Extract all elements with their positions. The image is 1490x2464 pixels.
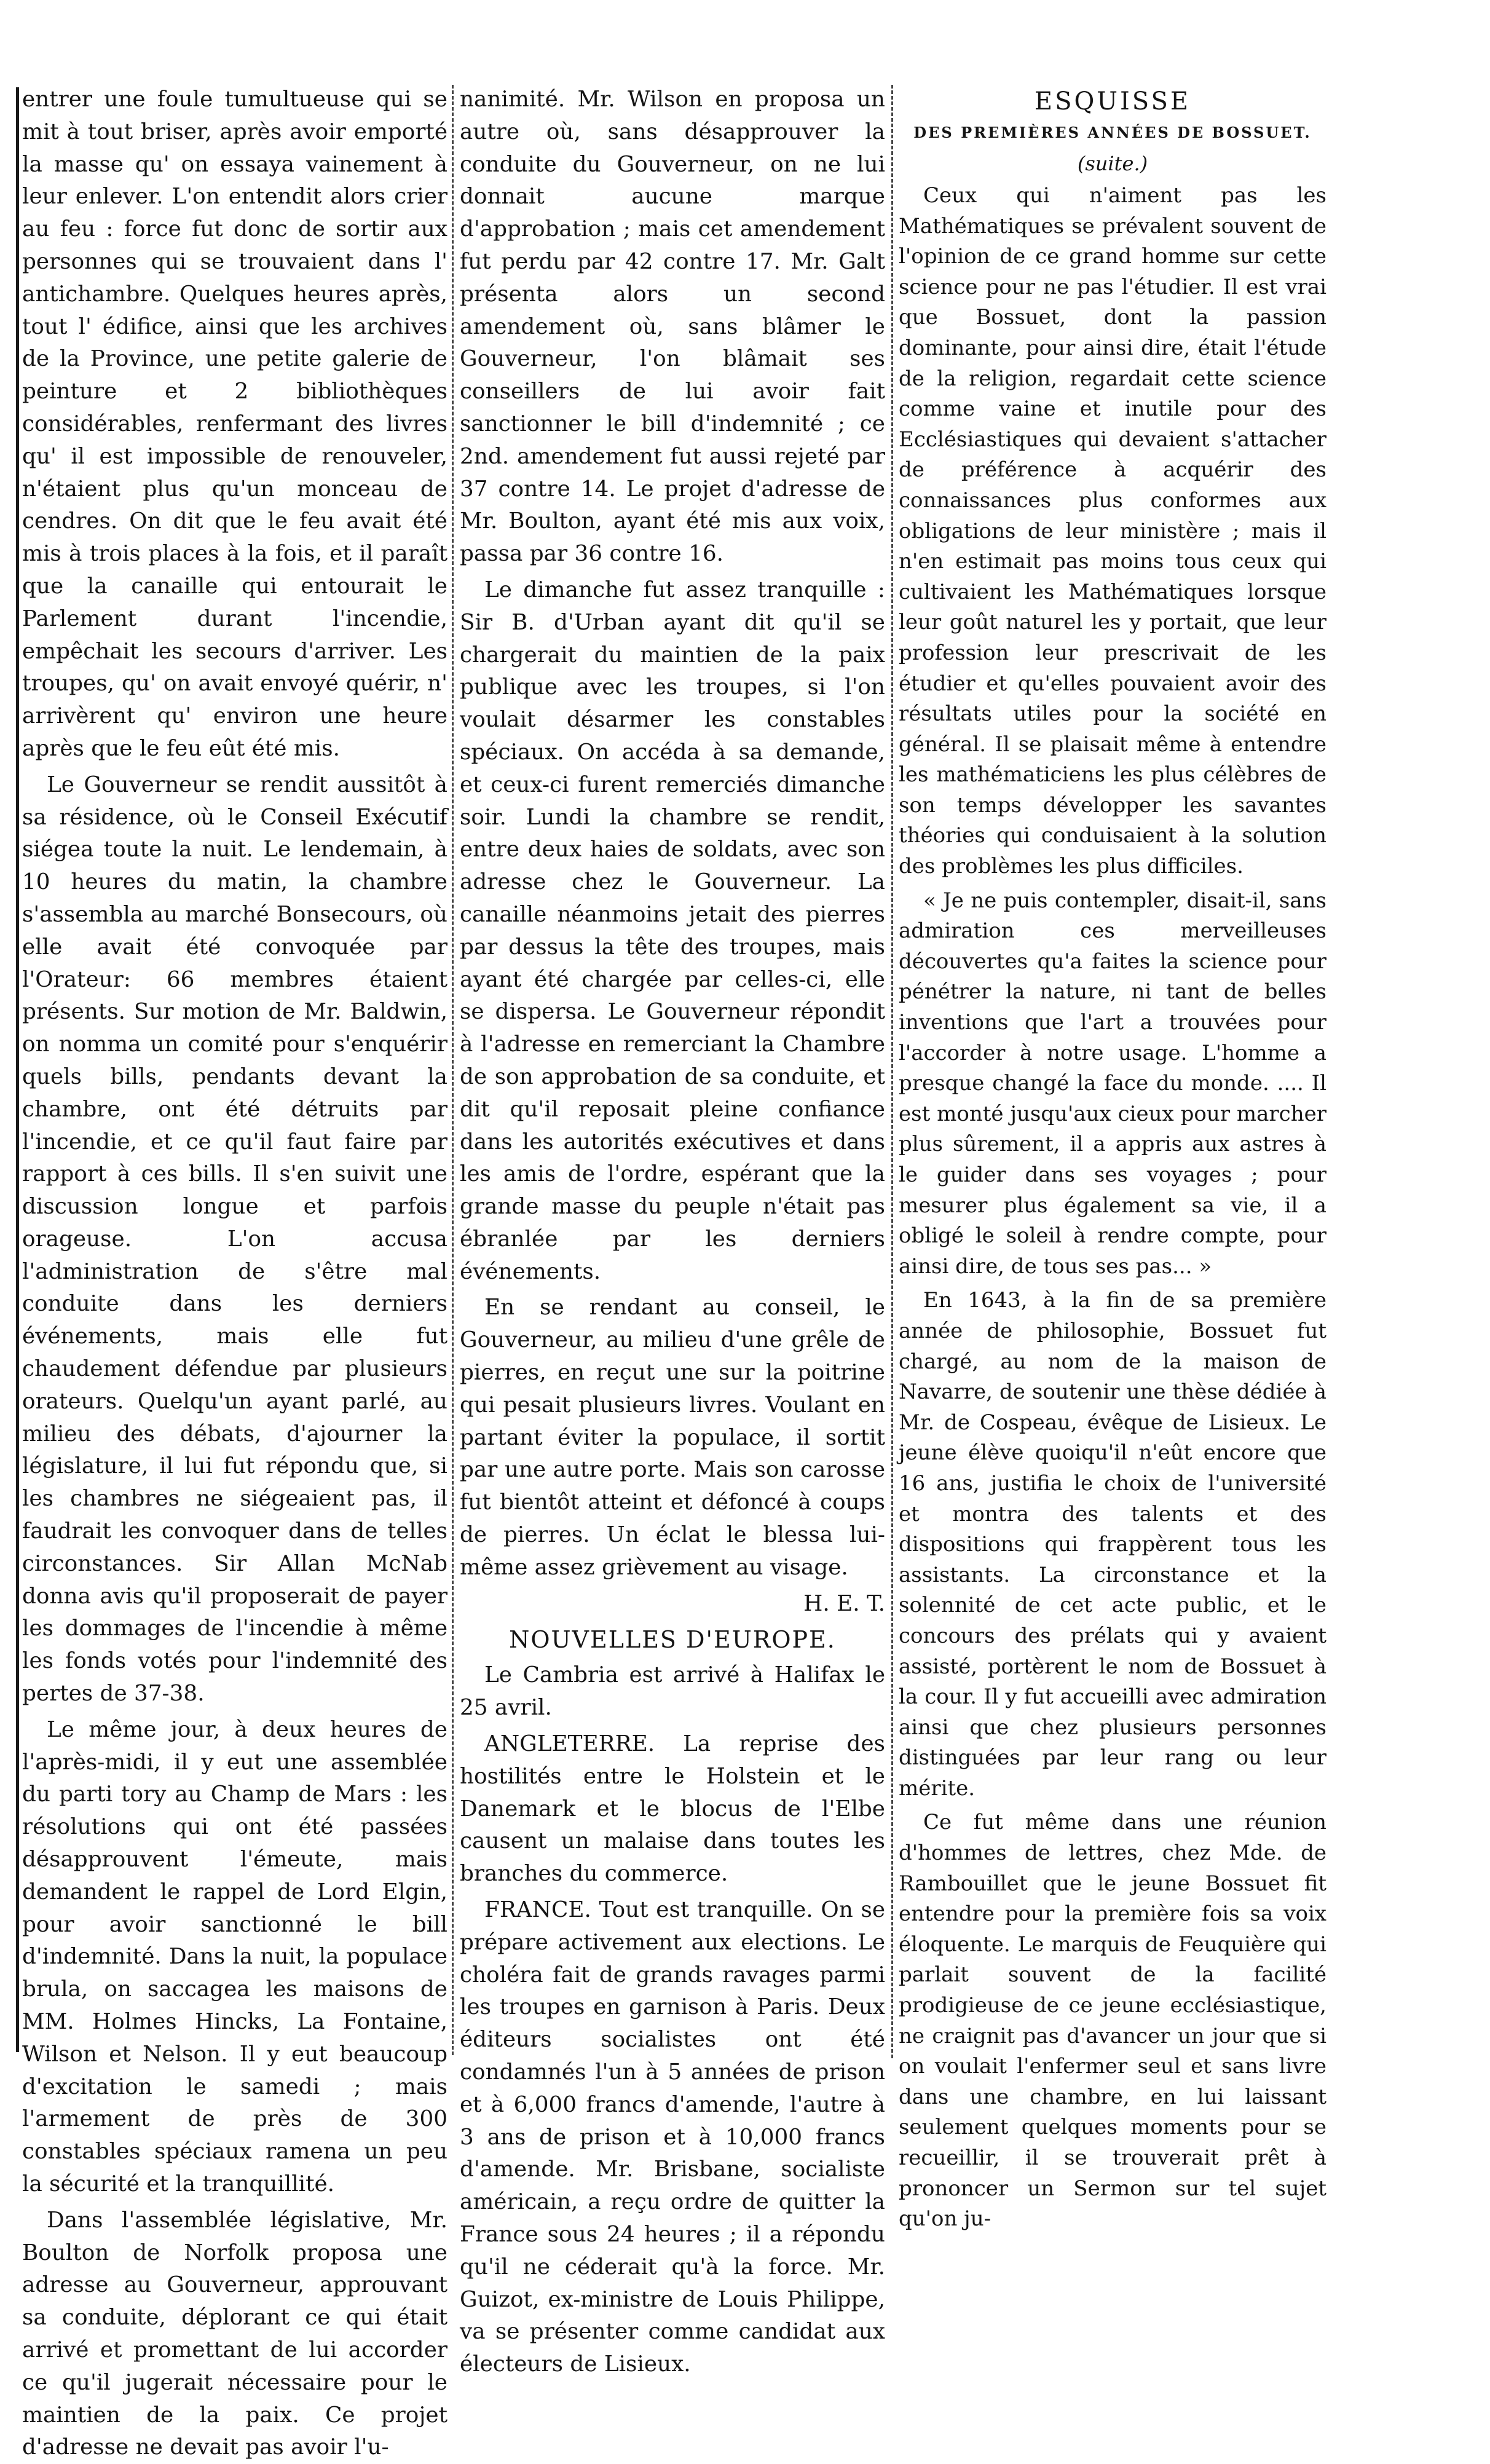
article-paragraph: Le même jour, à deux heures de l'après-midi, il y eut une assemblée du parti tory au Champ de Mars : les résolutions qui ont été passées désapprouvent l'émeute, mais demandent le rappel de Lord Elgin, pour avoir sanctionné le bill d'indemnité. Dans la nuit, la populace brula, on saccagea les maisons de MM. Holmes Hincks, La Fontaine, Wilson et Nelson. Il y eut beaucoup d'excitation le samedi ; mais l'armement de près de 300 constables spéciaux ramena un peu la sécurité et la tranquillité. bbox=[22, 1716, 447, 2197]
article-paragraph: Le Gouverneur se rendit aussitôt à sa résidence, où le Conseil Exécutif siégea toute la nuit. Le lendemain, à 10 heures du matin, la chambre s'assembla au marché Bonsecours, où elle avait été convoquée par l'Orateur: 66 membres étaient présents. Sur motion de Mr. Baldwin, on nomma un comité pour s'enquérir quels bills, pendants devant la chambre, ont été détruits par l'incendie, et ce qu'il faut faire par rapport à ces bills. Il s'en suivit une discussion longue et parfois orageuse. L'on accusa l'administration de s'être mal conduite dans les derniers événements, mais elle fut chaudement défendue par plusieurs orateurs. Quelqu'un ayant parlé, au milieu des débats, d'ajourner la législature, il lui fut répondu que, si les chambres ne siégeaient pas, il faudrait les convoquer dans de telles circonstances. Sir Allan McNab donna avis qu'il proposerait de payer les dommages de l'incendie à même les fonds votés pour l'indemnité des pertes de 37-38. bbox=[22, 772, 447, 1707]
article-continued: (suite.) bbox=[1077, 152, 1148, 175]
article-paragraph: nanimité. Mr. Wilson en proposa un autre où, sans désapprouver la conduite du Gouverneur, on ne lui donnait aucune marque d'approbation ; mais cet amendement fut perdu par 42 contre 17. Mr. Galt présenta alors un second amendement où, sans blâmer le Gouverneur, l'on blâmait ses conseillers de lui avoir fait sanctionner le bill d'indemnité ; ce 2nd. amendement fut aussi rejeté par 37 contre 14. Le projet d'adresse de Mr. Boulton, ayant été mis aux voix, passa par 36 contre 16. bbox=[460, 87, 885, 567]
signature-line bbox=[460, 1588, 885, 1621]
left-margin-rule bbox=[16, 87, 19, 2052]
article-paragraph: En se rendant au conseil, le Gouverneur, au milieu d'une grêle de pierres, en reçut une sur la poitrine qui pesait plusieurs livres. Voulant en partant éviter la populace, il sortit par une autre porte. Mais son carosse fut bientôt atteint et défoncé à coups de pierres. Un éclat le blessa lui-même assez grièvement au visage. bbox=[460, 1295, 885, 1580]
article-paragraph: Ceux qui n'aiment pas les Mathématiques se prévalent souvent de l'opinion de ce grand homme sur cette science pour ne pas l'étudier. Il est vrai que Bossuet, dont la passion dominante, pour ainsi dire, était l'étude de la religion, regardait cette science comme vaine et inutile pour des Ecclésiastiques qui devaient s'attacher de préférence à acquérir des connaissances plus conformes aux obligations de leur ministère ; mais il n'en estimait pas moins tous ceux qui cultivaient les Mathématiques lorsque leur goût naturel les y portait, que leur profession leur prescrivait de les étudier et qu'elles pouvaient avoir des résultats utiles pour la société en général. Il se plaisait même à entendre les mathématiciens les plus célèbres de son temps développer les savantes théories qui conduisaient à la solution des problèmes les plus difficiles. bbox=[899, 183, 1326, 879]
article-paragraph: Ce fut même dans une réunion d'hommes de lettres, chez Mde. de Rambouillet que le jeune Bossuet fit entendre pour la première fois sa voix éloquente. Le marquis de Feuquière qui parlait souvent de la facilité prodigieuse de ce jeune ecclésiastique, ne craignit pas d'avancer un jour que si on voulait l'enfermer seul et sans livre dans une chambre, en lui laissant seulement quelques moments pour se recueillir, il se trouverait prêt à prononcer un Sermon sur tel sujet qu'on ju- bbox=[899, 1810, 1326, 2232]
news-paragraph: FRANCE. Tout est tranquille. On se prépare activement aux elections. Le choléra fait de grands ravages parmi les troupes en garnison à Paris. Deux éditeurs socialistes ont été condamnés l'un à 5 années de prison et à 6,000 francs d'amende, l'autre à 3 ans de prison et à 10,000 francs d'amende. Mr. Brisbane, socialiste américain, a reçu ordre de quitter la France sous 24 heures ; il a répondu qu'il ne céderait qu'à la force. Mr. Guizot, ex-ministre de Louis Philippe, va se présenter comme candidat aux électeurs de Lisieux. bbox=[460, 1897, 885, 2377]
article-heading bbox=[899, 84, 1326, 181]
article-paragraph: « Je ne puis contempler, disait-il, sans admiration ces merveilleuses découvertes qu'a faites la science pour pénétrer la nature, ni tant de belles inventions que l'art a trouvées pour l'accorder à notre usage. L'homme a presque changé la face du monde. .... Il est monté jusqu'aux cieux pour marcher plus sûrement, il a appris aux astres à le guider dans ses voyages ; pour mesurer plus également sa vie, il a obligé le soleil à rendre compte, pour ainsi dire, de tous ses pas... » bbox=[899, 888, 1326, 1279]
news-paragraph: Le Cambria est arrivé à Halifax le 25 avril. bbox=[460, 1662, 885, 1721]
article-paragraph: Dans l'assemblée législative, Mr. Boulton de Norfolk proposa une adresse au Gouverneur, approuvant sa conduite, déplorant ce qui était arrivé et promettant de lui accorder ce qu'il jugerait nécessaire pour le maintien de la paix. Ce projet d'adresse ne devait pas avoir l'u- bbox=[22, 2207, 447, 2460]
column-divider bbox=[891, 85, 895, 2058]
article-paragraph: entrer une foule tumultueuse qui se mit à tout briser, après avoir emporté la masse qu' on essaya vainement à leur enlever. L'on entendit alors crier au feu : force fut donc de sortir aux personnes qui se trouvaient dans l' antichambre. Quelques heures après, tout l' édifice, ainsi que les archives de la Province, une petite galerie de peinture et 2 bibliothèques considérables, renfermant des livres qu' il est impossible de renouveler, n'étaient plus qu'un monceau de cendres. On dit que le feu avait été mis à trois places à la fois, et il paraît que la canaille qui entourait le Parlement durant l'incendie, empêchait les secours d'arriver. Les troupes, qu' on avait envoyé quérir, n' arrivèrent qu' environ une heure après que le feu eût été mis. bbox=[22, 87, 447, 761]
article-subtitle: DES PREMIÈRES ANNÉES DE BOSSUET. bbox=[913, 124, 1312, 141]
article-paragraph: Le dimanche fut assez tranquille : Sir B. d'Urban ayant dit qu'il se chargerait du maintien de la paix publique avec les troupes, si l'on voulait désarmer les constables spéciaux. On accéda à sa demande, et ceux-ci furent remerciés dimanche soir. Lundi la chambre se rendit, entre deux haies de soldats, avec son adresse chez le Gouverneur. La canaille néanmoins jetait des pierres par dessus la tête des troupes, mais ayant été chargée par celles-ci, elle se dispersa. Le Gouverneur répondit à l'adresse en remerciant la Chambre de son approbation de sa conduite, et dit qu'il reposait pleine confiance dans les autorités exécutives et dans les amis de l'ordre, espérant que la grande masse du peuple n'était pas ébranlée par les derniers événements. bbox=[460, 577, 885, 1284]
column-3 bbox=[899, 84, 1326, 2235]
article-paragraph: En 1643, à la fin de sa première année de philosophie, Bossuet fut chargé, au nom de la maison de Navarre, de soutenir une thèse dédiée à Mr. de Cospeau, évêque de Lisieux. Le jeune élève quoiqu'il n'eût encore que 16 ans, justifia le choix de l'université et montra des talents et des dispositions qui frappèrent tous les assistants. La circonstance et la solennité de cet acte public, et le concours des prélats qui y avaient assisté, portèrent le nom de Bossuet à la cour. Il y fut accueilli avec admiration ainsi que chez plusieurs personnes distinguées par leur rang ou leur mérite. bbox=[899, 1288, 1326, 1801]
article-title: ESQUISSE bbox=[1034, 87, 1191, 116]
column-1 bbox=[22, 84, 447, 2464]
column-2 bbox=[460, 84, 885, 2381]
news-heading: NOUVELLES D'EUROPE. bbox=[509, 1626, 836, 1654]
news-paragraph: ANGLETERRE. La reprise des hostilités entre le Holstein et le Danemark et le blocus de l'Elbe causent un malaise dans toutes les branches du commerce. bbox=[460, 1731, 885, 1887]
signature: H. E. T. bbox=[803, 1590, 885, 1616]
column-divider bbox=[452, 85, 455, 2055]
